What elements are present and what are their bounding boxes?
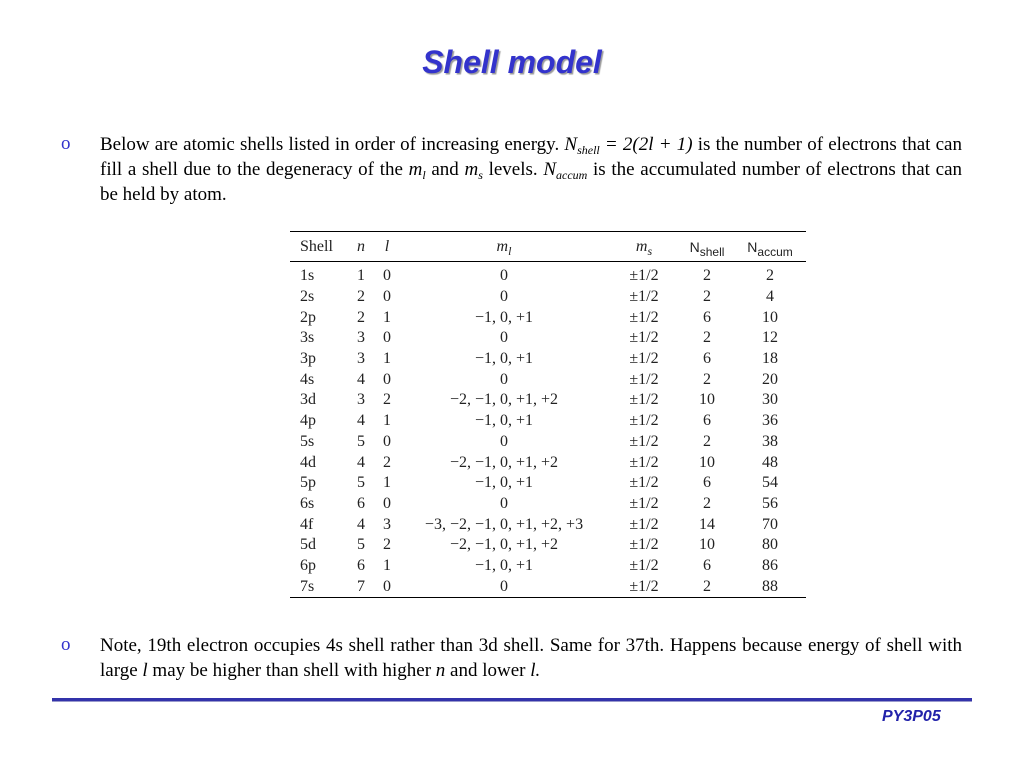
cell-nshell: 6 [703,412,711,430]
header-naccum: $N_{accum}$ [734,232,806,262]
cell-n: 1 [357,267,365,285]
cell-ml: 0 [500,329,508,347]
note-paragraph: Note, 19th electron occupies 4s shell rather than 3d shell. Same for 37th. Happens because energy of shell with large l may be higher than shell with higher n and lower l. [100,635,962,681]
cell-l: 2 [383,453,391,471]
bullet-marker: o [61,133,71,154]
cell-l: 0 [383,370,391,388]
cell-naccum: 2 [766,267,774,285]
cell-shell: 3p [300,350,316,368]
cell-nshell: 2 [703,329,711,347]
cell-naccum: 88 [762,577,778,595]
cell-shell: 2s [300,288,315,306]
cell-naccum: 36 [762,412,778,430]
cell-ms: ±1/2 [629,308,659,326]
cell-l: 3 [383,515,391,533]
cell-naccum: 48 [762,453,778,471]
header-l: l [374,232,400,262]
cell-shell: 6p [300,556,316,574]
cell-l: 0 [383,577,391,595]
cell-l: 1 [383,350,391,368]
cell-l: 1 [383,556,391,574]
cell-nshell: 6 [703,308,711,326]
table-header-row [290,232,806,262]
cell-l: 0 [383,432,391,450]
cell-l: 0 [383,267,391,285]
table-row [290,390,806,411]
table-row [290,514,806,535]
cell-nshell: 10 [699,453,715,471]
cell-ms: ±1/2 [629,536,659,554]
cell-ms: ±1/2 [629,577,659,595]
cell-naccum: 10 [762,308,778,326]
cell-ml: −1, 0, +1 [474,350,534,368]
cell-nshell: 6 [703,556,711,574]
table-row [290,411,806,432]
cell-ms: ±1/2 [629,329,659,347]
cell-ms: ±1/2 [629,494,659,512]
table-row [290,307,806,328]
cell-ml: 0 [500,577,508,595]
intro-paragraph: Below are atomic shells listed in order of increasing energy. $N_{shell} = 2(2l + 1)$ is the number of electrons that can fill a shell due to the degeneracy of the $m_l$ and $m_s$ levels. $N_{accum}$ is the accumulated number of electrons that can be held by atom. [100,134,962,205]
cell-shell: 4p [300,412,316,430]
cell-nshell: 2 [703,577,711,595]
cell-ms: ±1/2 [629,391,659,409]
cell-ml: −2, −1, 0, +1, +2 [449,453,559,471]
cell-l: 1 [383,308,391,326]
header-ml: $m_l$ [400,232,608,262]
cell-n: 5 [357,536,365,554]
cell-nshell: 6 [703,474,711,492]
cell-ml: −1, 0, +1 [474,308,534,326]
cell-nshell: 14 [699,515,715,533]
cell-ml: −1, 0, +1 [474,412,534,430]
cell-ms: ±1/2 [629,412,659,430]
cell-ml: 0 [500,494,508,512]
cell-nshell: 10 [699,391,715,409]
table-row [290,556,806,577]
cell-ml: 0 [500,288,508,306]
bullet-marker: o [61,634,71,655]
cell-ms: ±1/2 [629,370,659,388]
cell-naccum: 86 [762,556,778,574]
header-n: n [348,232,374,262]
cell-nshell: 6 [703,350,711,368]
cell-shell: 5s [300,432,315,450]
table-row [290,452,806,473]
cell-ms: ±1/2 [629,556,659,574]
cell-nshell: 2 [703,267,711,285]
cell-ms: ±1/2 [629,267,659,285]
cell-naccum: 38 [762,432,778,450]
table-row [290,328,806,349]
cell-ml: −3, −2, −1, 0, +1, +2, +3 [424,515,584,533]
cell-n: 2 [357,288,365,306]
cell-n: 5 [357,432,365,450]
cell-naccum: 12 [762,329,778,347]
cell-naccum: 30 [762,391,778,409]
cell-nshell: 2 [703,288,711,306]
table-row [290,576,806,597]
table-row [290,262,806,287]
footer-rule [52,698,972,702]
cell-naccum: 70 [762,515,778,533]
cell-l: 0 [383,494,391,512]
header-shell: Shell [290,232,348,262]
cell-ms: ±1/2 [629,350,659,368]
cell-nshell: 2 [703,494,711,512]
table-row [290,535,806,556]
table-row [290,287,806,308]
table-row [290,369,806,390]
cell-ml: −1, 0, +1 [474,556,534,574]
cell-naccum: 18 [762,350,778,368]
cell-n: 3 [357,329,365,347]
table-row [290,432,806,453]
cell-ml: −2, −1, 0, +1, +2 [449,391,559,409]
cell-ml: −2, −1, 0, +1, +2 [449,536,559,554]
cell-naccum: 20 [762,370,778,388]
cell-naccum: 4 [766,288,774,306]
cell-shell: 4d [300,453,316,471]
cell-shell: 5d [300,536,316,554]
cell-ml: 0 [500,432,508,450]
cell-l: 1 [383,474,391,492]
cell-n: 6 [357,494,365,512]
cell-naccum: 80 [762,536,778,554]
cell-ms: ±1/2 [629,474,659,492]
cell-naccum: 54 [762,474,778,492]
cell-l: 0 [383,329,391,347]
cell-ms: ±1/2 [629,432,659,450]
cell-nshell: 10 [699,536,715,554]
cell-l: 0 [383,288,391,306]
footer-course-code: PY3P05 [882,708,941,725]
cell-shell: 3d [300,391,316,409]
cell-shell: 3s [300,329,315,347]
cell-n: 3 [357,391,365,409]
cell-l: 2 [383,536,391,554]
cell-n: 4 [357,412,365,430]
cell-n: 4 [357,453,365,471]
cell-n: 4 [357,515,365,533]
cell-n: 4 [357,370,365,388]
cell-n: 6 [357,556,365,574]
table-row [290,494,806,515]
shell-table [290,231,806,598]
cell-n: 5 [357,474,365,492]
table-row [290,349,806,370]
cell-shell: 1s [300,267,315,285]
cell-l: 1 [383,412,391,430]
cell-ms: ±1/2 [629,453,659,471]
cell-n: 7 [357,577,365,595]
cell-nshell: 2 [703,370,711,388]
cell-ml: 0 [500,267,508,285]
cell-shell: 7s [300,577,315,595]
cell-shell: 5p [300,474,316,492]
table-body [290,262,806,598]
header-nshell: $N_{shell}$ [680,232,734,262]
cell-naccum: 56 [762,494,778,512]
cell-shell: 4s [300,370,315,388]
cell-shell: 2p [300,308,316,326]
cell-ml: 0 [500,370,508,388]
cell-ms: ±1/2 [629,288,659,306]
cell-shell: 6s [300,494,315,512]
header-ms: $m_s$ [608,232,680,262]
cell-ms: ±1/2 [629,515,659,533]
cell-n: 2 [357,308,365,326]
cell-nshell: 2 [703,432,711,450]
cell-n: 3 [357,350,365,368]
cell-l: 2 [383,391,391,409]
slide-title: Shell model [422,44,602,80]
table-row [290,473,806,494]
cell-shell: 4f [300,515,314,533]
cell-ml: −1, 0, +1 [474,474,534,492]
